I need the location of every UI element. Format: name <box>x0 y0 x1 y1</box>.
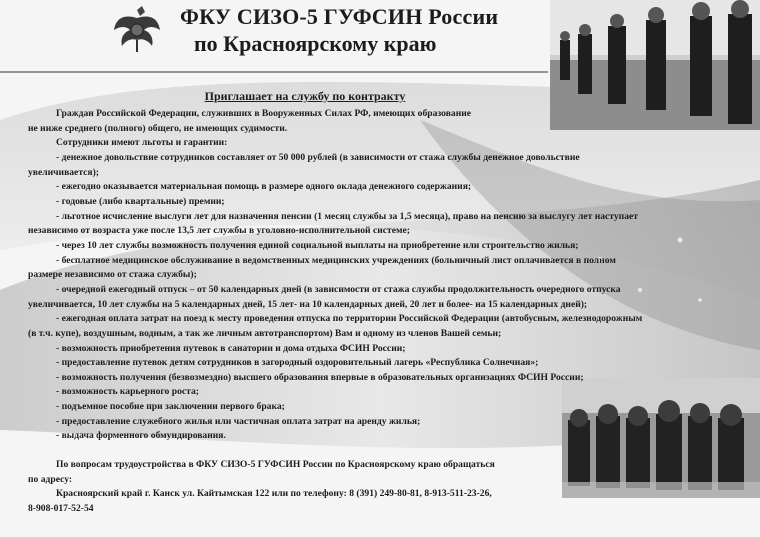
list-item: - предоставление путевок детям сотрудников в загородный оздоровительный лагерь «Республика Солнечная»; <box>56 357 539 369</box>
contact-line: по адресу: <box>28 473 73 485</box>
benefits-heading: Сотрудники имеют льготы и гарантии: <box>56 137 228 149</box>
headline: Приглашает на службу по контракту <box>204 89 406 103</box>
intro-line: Граждан Российской Федерации, служивших в Вооруженных Силах РФ, имеющих образование <box>56 108 472 119</box>
list-item: - через 10 лет службы возможность получения единой социальной выплаты на приобретение или строительство жилья; <box>56 239 579 251</box>
list-item-continuation: независимо от возраста уже после 13,5 лет службы в уголовно-исполнительной системе; <box>28 225 410 237</box>
list-item: - льготное исчисление выслуги лет для назначения пенсии (1 месяц службы за 1,5 месяца), право на пенсию за выслугу лет наступает <box>56 210 638 222</box>
list-item: - очередной ежегодный отпуск – от 50 календарных дней (в зависимости от стажа службы продолжительность очередного отпуска <box>56 283 621 295</box>
list-item-continuation: увеличивается); <box>28 166 99 178</box>
list-item: - ежегодная оплата затрат на поезд к месту проведения отпуска по территории Российской Федерации (автобусным, железнодорожным <box>56 313 643 325</box>
intro-line: не ниже среднего (полного) общего, не имеющих судимости. <box>28 122 288 134</box>
contact-address: Красноярский край г. Канск ул. Кайтымская 122 или по телефону: 8 (391) 249-80-81, 8-913-511-23-26, <box>56 488 492 500</box>
list-item: - предоставление служебного жилья или частичная оплата затрат на аренду жилья; <box>56 415 421 427</box>
list-item: - бесплатное медицинское обслуживание в ведомственных медицинских учреждениях (больничный лист оплачивается в полном <box>56 254 616 266</box>
page-subtitle: по Красноярскому краю <box>194 31 437 56</box>
contact-line: По вопросам трудоустройства в ФКУ СИЗО-5 ГУФСИН России по Красноярскому краю обращаться <box>56 459 495 471</box>
list-item: - выдача форменного обмундирования. <box>56 430 226 442</box>
list-item-continuation: (в т.ч. купе), воздушным, водным, а так же личным автотранспортом) Вам и одному из членов Вашей семьи; <box>28 327 502 339</box>
list-item: - годовые (либо квартальные) премии; <box>56 195 225 207</box>
page-title: ФКУ СИЗО-5 ГУФСИН России <box>180 4 499 29</box>
eagle-emblem-icon <box>112 4 162 56</box>
body-text <box>28 107 700 517</box>
contact-phone: 8-908-017-52-54 <box>28 503 94 515</box>
list-item: - возможность приобретения путевок в санатории и дома отдыха ФСИН России; <box>56 342 406 354</box>
list-item: - возможность карьерного роста; <box>56 386 199 398</box>
list-item-continuation: размере независимо от стажа службы); <box>28 269 197 281</box>
list-item: - возможность получения (безвозмездно) высшего образования впервые в образовательных организациях ФСИН России; <box>56 371 584 383</box>
list-item: - денежное довольствие сотрудников составляет от 50 000 рублей (в зависимости от стажа службы денежное довольствие <box>56 151 580 163</box>
list-item: - ежегодно оказывается материальная помощь в размере одного оклада денежного содержания; <box>56 181 472 193</box>
list-item-continuation: увеличивается, 10 лет службы на 5 календарных дней, 15 лет- на 10 календарных дней, 20 лет и более- на 15 календарных дней); <box>28 298 588 310</box>
list-item: - подъемное пособие при заключении первого брака; <box>56 401 285 413</box>
